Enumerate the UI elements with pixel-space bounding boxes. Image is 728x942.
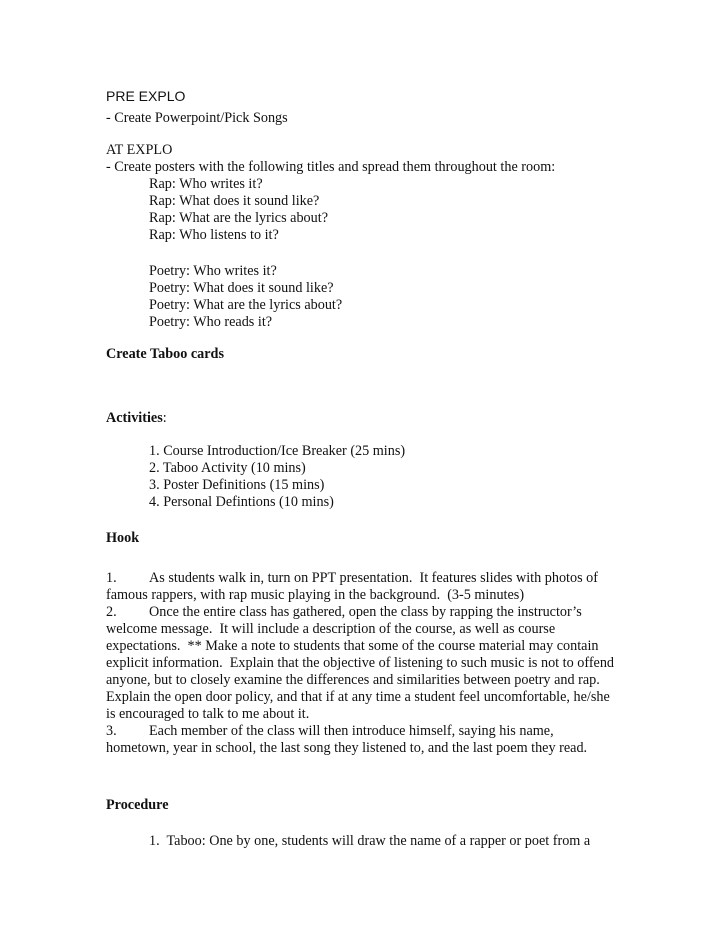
create-taboo-cards: Create Taboo cards — [106, 346, 224, 362]
procedure-item: 1. Taboo: One by one, students will draw the name of a rapper or poet from a — [149, 833, 591, 849]
activities-label: Activities — [106, 410, 163, 426]
at-explo-heading: AT EXPLO — [106, 142, 173, 158]
hook-line: 3. Each member of the class will then introduce himself, saying his name, — [106, 723, 554, 739]
hook-line: explicit information. Explain that the objective of listening to such music is not to offend — [106, 655, 615, 671]
poetry-title: Poetry: What are the lyrics about? — [149, 297, 343, 313]
hook-line: is encouraged to talk to me about it. — [106, 706, 310, 722]
at-explo-intro: - Create posters with the following titles and spread them throughout the room: — [106, 159, 556, 175]
hook-line: 1. As students walk in, turn on PPT presentation. It features slides with photos of — [106, 570, 598, 586]
hook-line: Explain the open door policy, and that if at any time a student feel uncomfortable, he/she — [106, 689, 610, 705]
hook-line: expectations. ** Make a note to students that some of the course material may contain — [106, 638, 599, 654]
hook-number: 3. — [106, 723, 117, 739]
rap-title: Rap: Who listens to it? — [149, 227, 279, 243]
poetry-title: Poetry: What does it sound like? — [149, 280, 334, 296]
activity-item: 1. Course Introduction/Ice Breaker (25 mins) — [149, 443, 406, 459]
hook-heading: Hook — [106, 530, 140, 546]
hook-line: 2. Once the entire class has gathered, open the class by rapping the instructor’s — [106, 604, 582, 620]
rap-title: Rap: What are the lyrics about? — [149, 210, 328, 226]
activities-heading — [106, 410, 167, 427]
activities-colon: : — [162, 410, 167, 426]
procedure-heading: Procedure — [106, 797, 169, 813]
hook-line: welcome message. It will include a description of the course, as well as course — [106, 621, 556, 637]
activity-item: 2. Taboo Activity (10 mins) — [149, 460, 306, 476]
poetry-title: Poetry: Who writes it? — [149, 263, 277, 279]
hook-number: 1. — [106, 570, 117, 586]
rap-title: Rap: Who writes it? — [149, 176, 263, 192]
pre-explo-item: - Create Powerpoint/Pick Songs — [106, 110, 288, 126]
pre-explo-heading: PRE EXPLO — [106, 88, 186, 104]
hook-line: famous rappers, with rap music playing in the background. (3-5 minutes) — [106, 587, 525, 603]
activity-item: 4. Personal Defintions (10 mins) — [149, 494, 334, 510]
hook-line: hometown, year in school, the last song they listened to, and the last poem they read. — [106, 740, 588, 756]
poetry-title: Poetry: Who reads it? — [149, 314, 273, 330]
hook-line: anyone, but to closely examine the differences and similarities between poetry and rap. — [106, 672, 600, 688]
hook-number: 2. — [106, 604, 117, 620]
activity-item: 3. Poster Definitions (15 mins) — [149, 477, 325, 493]
rap-title: Rap: What does it sound like? — [149, 193, 320, 209]
